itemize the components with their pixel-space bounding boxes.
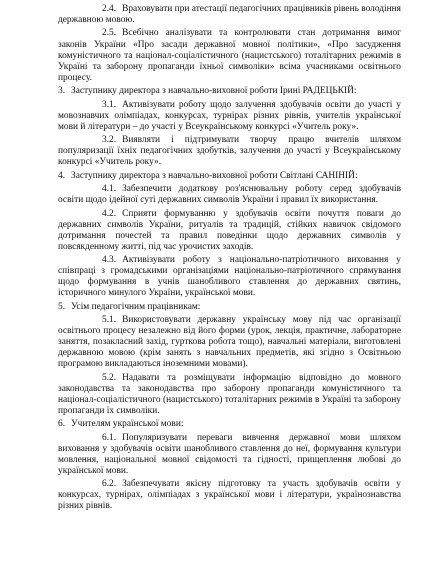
- section-number: 6.: [58, 419, 66, 430]
- paragraph-text: Надавати та розміщувати інформацію відповідно до мовного законодавства та законодавства про заборону пропаганди комуністичного та націонал-соціалістичного (нацистського) тоталітарних режимів в Україні та заборону пропаганди їх символіки.: [58, 372, 401, 416]
- paragraph-number: 2.4.: [102, 4, 117, 14]
- paragraph-number: 4.3.: [102, 255, 117, 266]
- section-heading-4: [58, 171, 401, 182]
- section-heading-5: [58, 302, 401, 313]
- paragraph-text: Враховувати при атестації педагогічних працівників рівень володіння державною мовою.: [58, 4, 401, 26]
- section-text: Заступнику директора з навчально-виховної роботи Світлані САНІНІЙ:: [71, 170, 358, 181]
- paragraph-number: 4.2.: [102, 208, 117, 219]
- paragraph-2-4: [58, 4, 401, 26]
- paragraph-text: Забезпечувати якісну підготовку та участь здобувачів освіти у конкурсах, турнірах, олімпіадах з української мови і літератури, українознавства різних рівнів.: [58, 479, 401, 512]
- paragraph-6-1: [58, 433, 401, 477]
- section-heading-3: [58, 86, 401, 97]
- paragraph-number: 6.1.: [102, 432, 117, 443]
- paragraph-number: 5.1.: [102, 315, 117, 326]
- paragraph-4-3: [58, 255, 401, 299]
- section-text: Заступнику директора з навчально-виховної роботи Ірині РАДЕЦЬКІЙ:: [71, 86, 357, 97]
- paragraph-2-5: [58, 28, 401, 83]
- paragraph-text: Забезпечити додаткову роз'яснювальну роботу серед здобувачів освіти щодо ідейної суті державних символів України і правил їх використання.: [58, 184, 401, 206]
- paragraph-3-2: [58, 135, 401, 168]
- section-number: 4.: [58, 170, 66, 181]
- paragraph-number: 2.5.: [102, 28, 117, 39]
- paragraph-text: Активізувати роботу щодо залучення здобувачів освіти до участі у мовознавчих олімпіадах, конкурсах, турнірах різних рівнів, учителів української мови й літератури – до участі у Всеукраїнському конкурсі «Учитель року».: [58, 99, 401, 132]
- paragraph-number: 6.2.: [102, 479, 117, 490]
- section-number: 3.: [58, 86, 66, 97]
- paragraph-text: Виявляти і підтримувати творчу працю вчителів шляхом популяризації їхніх педагогічних здобутків, залучення до участі у Всеукраїнському конкурсі «Учитель року».: [58, 135, 401, 168]
- paragraph-number: 3.2.: [102, 135, 117, 146]
- paragraph-text: Сприяти формуванню у здобувачів освіти почуття поваги до державних символів України, ритуалів та традицій, стійких навичок свідомого дотримання почестей та правил поведінки щодо державних символів у повсякденному житті, під час урочистих заходів.: [58, 208, 401, 252]
- paragraph-number: 5.2.: [102, 372, 117, 383]
- paragraph-number: 3.1.: [102, 99, 117, 110]
- paragraph-text: Використовувати державну українську мову під час організації освітнього процесу незалежно від його форми (урок, лекція, практичне, лабораторне заняття, позакласний захід, гурткова робота тощо), навчальні матеріали, виготовлені державною мовою (крім занять з навчальних предметів, які згідно з Освітньою програмою викладаються іноземними мовами).: [58, 315, 401, 370]
- paragraph-text: Популяризувати переваги вивчення державної мови шляхом виховання у здобувачів освіти шанобливого ставлення до неї, формування культури мовлення, національної мовної свідомості та гідності, прищеплення любові до української мови.: [58, 432, 401, 476]
- paragraph-3-1: [58, 100, 401, 133]
- paragraph-4-1: [58, 184, 401, 206]
- section-text: Учителям української мови:: [71, 419, 184, 430]
- paragraph-6-2: [58, 479, 401, 512]
- section-heading-6: [58, 419, 401, 430]
- section-number: 5.: [58, 301, 66, 312]
- paragraph-5-1: [58, 315, 401, 370]
- paragraph-text: Активізувати роботу з національно-патріотичного виховання у співпраці з громадськими організаціями національно-патріотичного спрямування щодо формування в учнів шанобливого ставлення до державних святинь, історичного минулого України, української мови.: [58, 255, 401, 299]
- section-text: Усім педагогічним працівникам:: [71, 301, 201, 312]
- paragraph-4-2: [58, 209, 401, 253]
- paragraph-text: Всебічно аналізувати та контролювати стан дотримання вимог законів України «Про засади державної мовної політики», «Про засудження комуністичного та націонал-соціалістичного (нацистського) тоталітарних режимів в Україні та заборону пропаганди їхньої символіки» всіма учасниками освітнього процесу.: [58, 28, 401, 83]
- paragraph-number: 4.1.: [102, 184, 117, 195]
- paragraph-5-2: [58, 373, 401, 417]
